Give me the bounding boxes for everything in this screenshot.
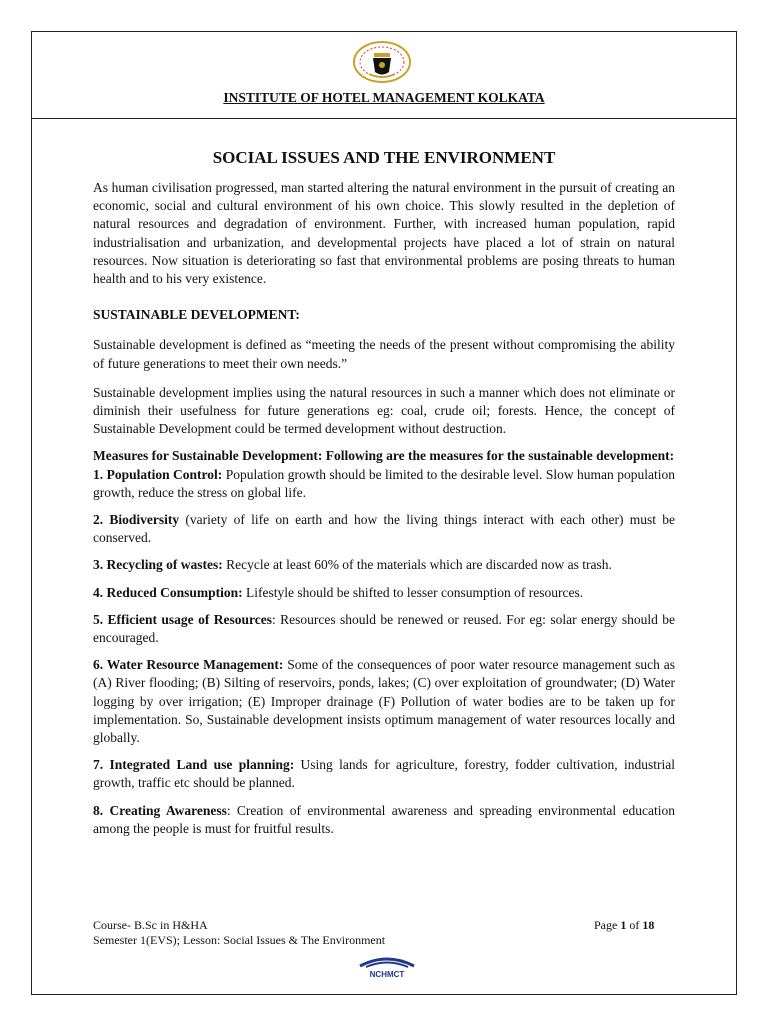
header-divider: [31, 118, 737, 119]
implication-paragraph: Sustainable development implies using the natural resources in such a manner which does not eliminate or diminish their usefulness for future generations eg: coal, crude oil; forests. Hence, the concept of Sustainable Development could be termed development without destruction.: [93, 384, 675, 437]
logo-text: NCHMCT: [369, 970, 405, 979]
footer-semester: Semester 1(EVS); Lesson: Social Issues & The Environment: [93, 933, 386, 947]
institute-emblem-icon: [352, 40, 412, 84]
measure-number: 8: [93, 802, 100, 818]
measure-number: 4: [93, 584, 100, 600]
measure-number: 5.: [93, 611, 108, 627]
measure-text: Lifestyle should be shifted to lesser consumption of resources.: [242, 584, 584, 600]
measure-text: Using lands for agriculture, forestry, fodder cultivation, industrial growth, traffic etc should be planned.: [93, 757, 675, 791]
measure-item: [93, 611, 675, 647]
measure-item: [93, 511, 675, 547]
measure-text: Some of the consequences of poor water resource management such as (A) River flooding; (B) Silting of reservoirs, ponds, lakes; (C) over exploitation of groundwater; (D) Water logging by over irrigation; (E) Improper drainage (F) Pollution of water bodies are to be taken up for implementation. So, Sustainable development insists optimum management of water resources locally and globally.: [93, 657, 675, 746]
footer-course: Course- B.Sc in H&HA: [93, 918, 208, 932]
measure-item: [93, 466, 675, 502]
measure-item: [93, 802, 675, 838]
page-current: 1: [620, 918, 627, 932]
measures-list: [93, 466, 675, 838]
measure-number: 7: [93, 757, 100, 773]
document-body: [93, 147, 675, 847]
page-total: 18: [642, 918, 655, 932]
measure-number: 6.: [93, 657, 107, 673]
measure-text: : Resources should be renewed or reused. For eg: solar energy should be encouraged.: [93, 611, 675, 646]
footer-course-info: [93, 918, 385, 948]
measure-title: . Reduced Consumption:: [99, 584, 243, 600]
measure-title: . Creating Awareness: [99, 802, 227, 818]
measure-number: 1.: [93, 466, 107, 482]
measure-number: 2: [93, 512, 100, 528]
page-prefix: Page: [594, 918, 621, 932]
measure-title: . Biodiversity: [99, 512, 180, 528]
definition-paragraph: Sustainable development is defined as “meeting the needs of the present without compromising the ability of future generations to meet their own needs.”: [93, 337, 675, 371]
measure-title: . Integrated Land use planning:: [99, 757, 295, 773]
nchmct-logo-icon: [352, 950, 422, 980]
measure-number: 3.: [93, 557, 107, 573]
measure-text: Recycle at least 60% of the materials which are discarded now as trash.: [222, 557, 612, 573]
measure-item: [93, 756, 675, 792]
measure-item: [93, 556, 675, 574]
measure-title: Water Resource Management:: [106, 657, 284, 673]
intro-paragraph: As human civilisation progressed, man started altering the natural environment in the pursuit of creating an economic, social and cultural environment of his own choice. This slowly resulted in the depletion of natural resources and degradation of environment. Further, with increased human population, rapid industrialisation and urbanization, and developmental projects have placed a lot of strain on natural resources. Now situation is deteriorating so fast that environmental problems are posing threats to human health and to his very existence.: [93, 180, 675, 287]
measures-heading: Measures for Sustainable Development: Following are the measures for the sustainable development:: [93, 448, 675, 464]
measure-title: Population Control:: [106, 466, 223, 482]
institute-name: INSTITUTE OF HOTEL MANAGEMENT KOLKATA: [223, 90, 545, 105]
measure-text: (variety of life on earth and how the living things interact with each other) must be conserved.: [93, 512, 675, 546]
measure-title: Efficient usage of Resources: [107, 611, 272, 627]
measure-item: [93, 584, 675, 602]
section-heading: SUSTAINABLE DEVELOPMENT:: [93, 307, 300, 323]
measure-title: Recycling of wastes:: [106, 557, 223, 573]
page-number: [594, 918, 654, 933]
measure-text: Population growth should be limited to the desirable level. Slow human population growth, reduce the stress on global life.: [93, 466, 675, 500]
document-title: SOCIAL ISSUES AND THE ENVIRONMENT: [212, 148, 556, 167]
page-of: of: [626, 918, 643, 932]
measure-item: [93, 656, 675, 747]
measure-text: : Creation of environmental awareness and spreading environmental education among the people is must for fruitful results.: [93, 802, 675, 836]
